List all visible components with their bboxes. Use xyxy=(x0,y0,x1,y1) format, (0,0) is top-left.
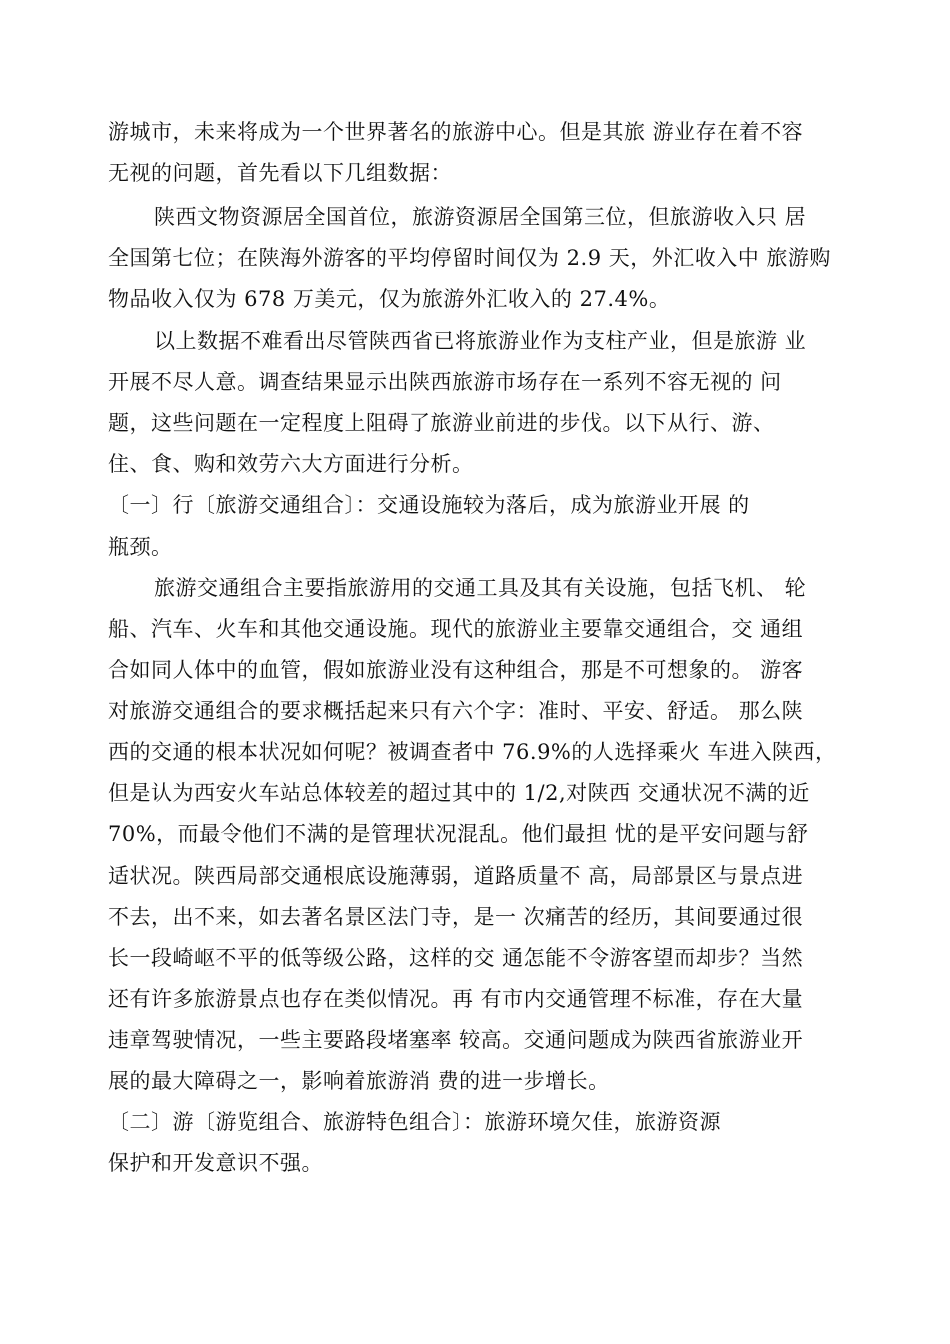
text-line: 物品收入仅为 678 万美元，仅为旅游外汇收入的 27.4%。 xyxy=(108,287,671,311)
text-line: 无视的问题，首先看以下几组数据： xyxy=(108,161,452,185)
text-line: 合如同人体中的血管，假如旅游业没有这种组合，那是不可想象的。 游客 xyxy=(108,658,804,682)
text-line: 但是认为西安火车站总体较差的超过其中的 1/2,对陕西 交通状况不满的近 xyxy=(108,781,810,805)
text-line: 游城市，未来将成为一个世界著名的旅游中心。但是其旅 游业存在着不容 xyxy=(108,120,804,144)
text-line: 展的最大障碍之一，影响着旅游消 费的进一步增长。 xyxy=(108,1069,610,1093)
text-line: 还有许多旅游景点也存在类似情况。再 有市内交通管理不标准，存在大量 xyxy=(108,987,804,1011)
section-heading-2: 保护和开发意识不强。 xyxy=(108,1151,323,1175)
text-line: 旅游交通组合主要指旅游用的交通工具及其有关设施，包括飞机、 轮 xyxy=(154,576,807,600)
text-line: 违章驾驶情况，一些主要路段堵塞率 较高。交通问题成为陕西省旅游业开 xyxy=(108,1028,804,1052)
section-heading-1: 瓶颈。 xyxy=(108,535,173,559)
text-line: 西的交通的根本状况如何呢？被调查者中 76.9%的人选择乘火 车进入陕西， xyxy=(108,740,837,764)
text-line: 开展不尽人意。调查结果显示出陕西旅游市场存在一系列不容无视的 问 xyxy=(108,370,782,394)
text-line: 住、食、购和效劳六大方面进行分析。 xyxy=(108,452,474,476)
text-line: 船、汽车、火车和其他交通设施。现代的旅游业主要靠交通组合，交 通组 xyxy=(108,617,804,641)
text-line: 陕西文物资源居全国首位，旅游资源居全国第三位，但旅游收入只 居 xyxy=(154,205,807,229)
text-line: 全国第七位；在陕海外游客的平均停留时间仅为 2.9 天，外汇收入中 旅游购 xyxy=(108,246,831,270)
text-line: 题，这些问题在一定程度上阻碍了旅游业前进的步伐。以下从行、游、 xyxy=(108,411,775,435)
section-heading-2: 〔二〕游〔游览组合、旅游特色组合〕：旅游环境欠佳，旅游资源 xyxy=(108,1110,721,1134)
text-line: 以上数据不难看出尽管陕西省已将旅游业作为支柱产业，但是旅游 业 xyxy=(154,329,807,353)
section-heading-1: 〔一〕行〔旅游交通组合〕：交通设施较为落后，成为旅游业开展 的 xyxy=(108,493,750,517)
text-line: 适状况。陕西局部交通根底设施薄弱，道路质量不 高，局部景区与景点进 xyxy=(108,864,804,888)
text-line: 70%，而最令他们不满的是管理状况混乱。他们最担 忧的是平安问题与舒 xyxy=(108,822,809,846)
text-line: 长一段崎岖不平的低等级公路，这样的交 通怎能不令游客望而却步？当然 xyxy=(108,946,804,970)
text-line: 不去，出不来，如去著名景区法门寺，是一 次痛苦的经历，其间要通过很 xyxy=(108,905,804,929)
text-line: 对旅游交通组合的要求概括起来只有六个字：准时、平安、舒适。 那么陕 xyxy=(108,699,804,723)
